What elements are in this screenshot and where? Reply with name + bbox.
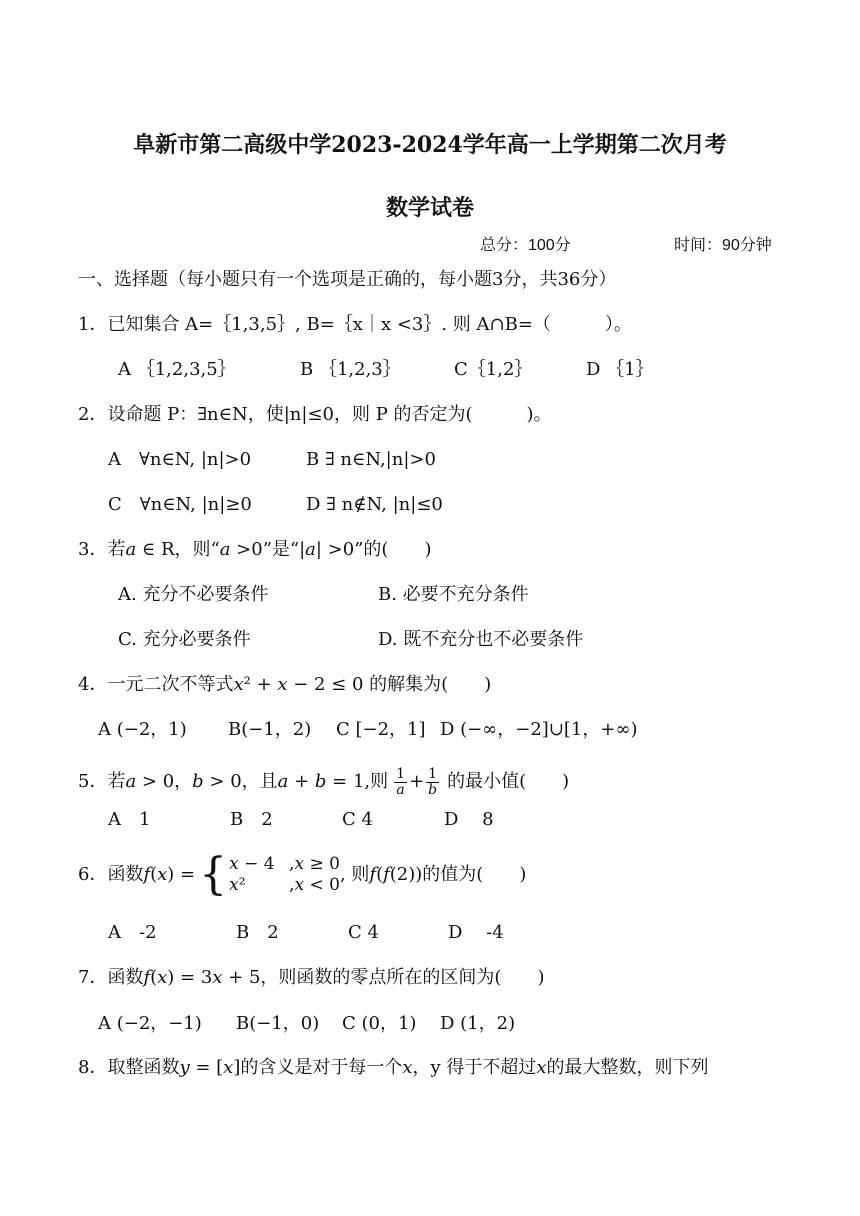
question-7-option-c: C (0，1) [342, 1013, 417, 1034]
question-2-option-a: A ∀n∈N, |n|>0 [108, 449, 252, 470]
question-3-option-c: C. 充分必要条件 [118, 629, 251, 650]
page-subtitle: 数学试卷 [385, 195, 474, 221]
case-1-expression: 𝑥 − 4 [229, 854, 275, 874]
question-5-stem [78, 762, 569, 802]
question-7-option-a: A (−2，−1) [98, 1013, 202, 1034]
fraction-numerator: 1 [428, 765, 438, 782]
total-score: 总分：100分 [480, 237, 571, 254]
question-4-option-c: C [−2，1] [336, 719, 426, 740]
question-6-stem [78, 850, 526, 900]
question-6-option-c: C 4 [348, 922, 379, 943]
question-1-option-c: C｛1,2｝ [454, 359, 533, 380]
question-1-option-d: D ｛1｝ [586, 359, 654, 380]
question-5-option-c: C 4 [342, 809, 373, 830]
exam-time: 时间：90分钟 [674, 237, 772, 254]
question-3-option-b: B. 必要不充分条件 [378, 584, 529, 605]
question-2-option-d: D ∃ n∉N, |n|≤0 [306, 494, 443, 515]
piecewise-cases [229, 854, 340, 896]
plus-sign: + [409, 771, 425, 792]
question-4-stem: 4．一元二次不等式𝑥² + 𝑥 − 2 ≤ 0 的解集为( ) [78, 674, 492, 695]
question-4-option-b: B(−1，2) [228, 719, 312, 740]
question-6-stem-post: , 则𝑓(𝑓(2))的值为( ) [339, 864, 527, 885]
question-5-option-d: D 8 [444, 809, 494, 830]
left-brace-icon: { [199, 849, 228, 900]
question-2-stem: 2．设命题 P：∃n∈N，使|n|≤0，则 P 的否定为( )。 [78, 404, 552, 425]
question-8-stem: 8．取整函数𝑦 = [𝑥]的含义是对于每一个𝑥，y 得于不超过𝑥的最大整数，则下列 [78, 1057, 709, 1078]
fraction-numerator: 1 [396, 765, 406, 782]
question-1-stem: 1．已知集合 A=｛1,3,5｝, B=｛x｜x <3｝. 则 A∩B=（ ）。 [78, 314, 632, 335]
question-7-stem: 7．函数𝑓(𝑥) = 3𝑥 + 5，则函数的零点所在的区间为( ) [78, 967, 545, 988]
case-2-condition: ,𝑥 < 0 [289, 875, 340, 895]
page-title: 阜新市第二高级中学2023-2024学年高一上学期第二次月考 [133, 132, 727, 158]
question-1-option-a: A ｛1,2,3,5｝ [118, 359, 236, 380]
fraction-one-over-a [394, 767, 407, 798]
question-6-option-a: A -2 [108, 922, 157, 943]
question-6-option-b: B 2 [236, 922, 279, 943]
question-2-option-c: C ∀n∈N, |n|≥0 [108, 494, 252, 515]
section-heading: 一、选择题（每小题只有一个选项是正确的，每小题3分，共36分） [78, 269, 617, 290]
question-3-stem: 3．若𝑎 ∈ R，则“𝑎 >0”是“|𝑎| >0”的( ) [78, 539, 432, 560]
question-4-option-d: D (−∞，−2]∪[1，+∞) [440, 719, 638, 740]
question-3-option-d: D. 既不充分也不必要条件 [378, 629, 584, 650]
question-7-option-d: D (1，2) [440, 1013, 516, 1034]
question-6-stem-pre: 6．函数𝑓(𝑥) = [78, 864, 196, 885]
question-5-option-b: B 2 [230, 809, 273, 830]
question-4-option-a: A (−2，1) [98, 719, 187, 740]
piecewise-function [199, 849, 340, 900]
case-row-2 [229, 875, 340, 896]
question-5-option-a: A 1 [108, 809, 151, 830]
question-3-option-a: A. 充分不必要条件 [118, 584, 269, 605]
question-6-option-d: D -4 [448, 922, 504, 943]
question-7-option-b: B(−1，0) [236, 1013, 320, 1034]
case-2-expression: 𝑥² [229, 875, 246, 895]
question-5-stem-pre: 5．若𝑎 > 0，𝑏 > 0，且𝑎 + 𝑏 = 1,则 [78, 771, 389, 792]
fraction-one-over-b [426, 767, 439, 798]
question-5-stem-post: 的最小值( ) [447, 771, 570, 792]
question-1-option-b: B ｛1,2,3｝ [300, 359, 401, 380]
case-row-1 [229, 854, 340, 875]
question-2-option-b: B ∃ n∈N,|n|>0 [306, 449, 436, 470]
case-1-condition: ,𝑥 ≥ 0 [289, 854, 340, 874]
fraction-denominator: 𝑎 [396, 781, 405, 798]
fraction-denominator: 𝑏 [428, 781, 438, 798]
